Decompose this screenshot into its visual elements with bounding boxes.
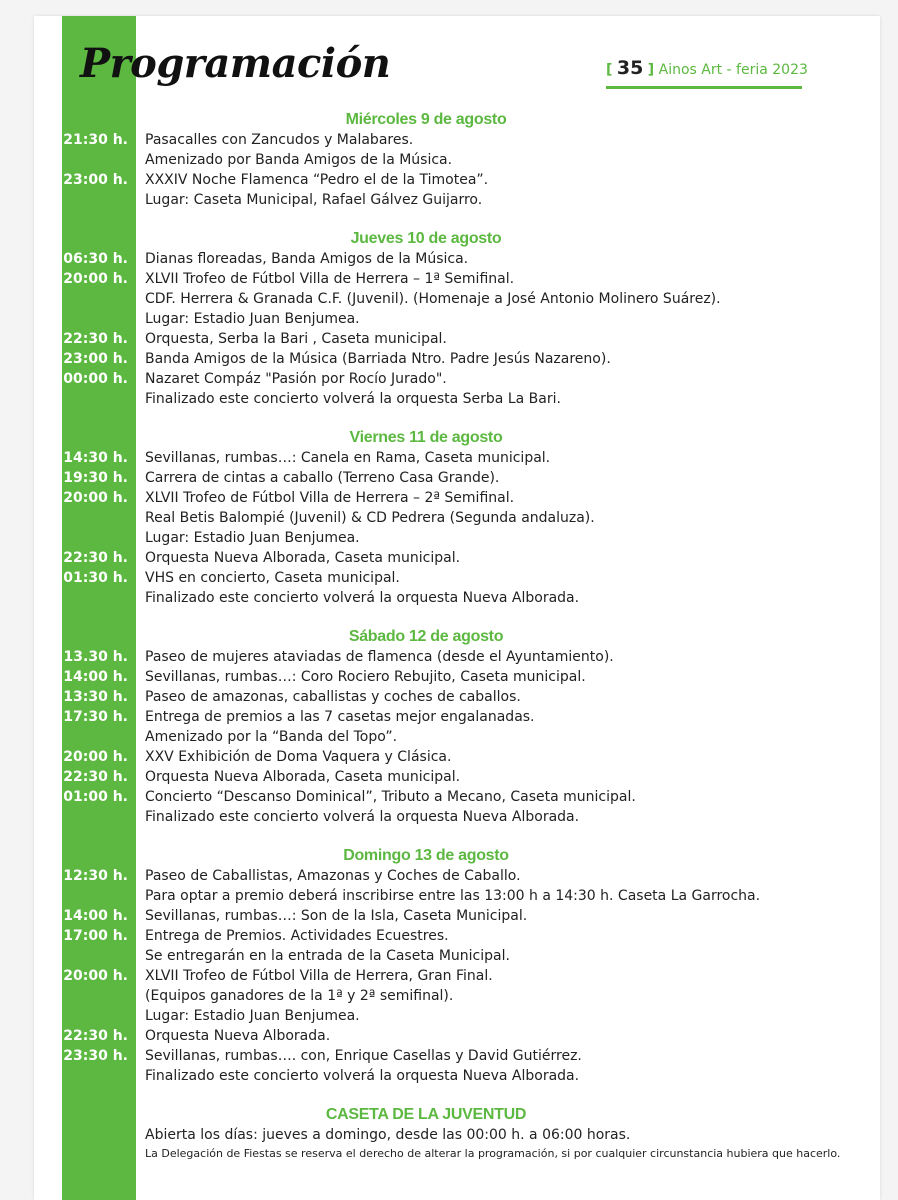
event-row <box>62 1066 862 1086</box>
event-description: XXV Exhibición de Doma Vaquera y Clásica. <box>145 749 452 765</box>
event-description: Entrega de premios a las 7 casetas mejor engalanadas. <box>145 709 535 725</box>
event-time <box>62 150 128 170</box>
event-row <box>62 687 862 707</box>
publication-subtitle: Ainos Art - feria 2023 <box>658 62 808 78</box>
day-heading: Jueves 10 de agosto <box>350 230 502 247</box>
event-time: 22:30 h. <box>63 769 128 785</box>
event-description: Concierto “Descanso Dominical”, Tributo a Mecano, Caseta municipal. <box>145 789 636 805</box>
event-time <box>62 309 128 329</box>
event-row <box>62 249 862 269</box>
event-time: 22:30 h. <box>63 1028 128 1044</box>
schedule <box>62 110 862 1163</box>
event-time: 13.30 h. <box>63 649 128 665</box>
event-row <box>62 1125 862 1145</box>
event-row <box>62 986 862 1006</box>
bracket-open: [ <box>606 62 613 78</box>
event-time: 00:00 h. <box>63 371 128 387</box>
event-row <box>62 528 862 548</box>
event-time <box>62 986 128 1006</box>
event-row <box>62 787 862 807</box>
event-time <box>62 946 128 966</box>
event-description: Sevillanas, rumbas…: Son de la Isla, Caseta Municipal. <box>145 908 528 924</box>
event-row <box>62 667 862 687</box>
event-row <box>62 468 862 488</box>
event-time: 20:00 h. <box>63 271 128 287</box>
event-row <box>62 747 862 767</box>
event-description: Lugar: Estadio Juan Benjumea. <box>145 311 360 327</box>
event-description: Sevillanas, rumbas…. con, Enrique Casellas y David Gutiérrez. <box>145 1048 582 1064</box>
event-time <box>62 1066 128 1086</box>
event-description: Paseo de mujeres ataviadas de flamenca (desde el Ayuntamiento). <box>145 649 614 665</box>
event-row <box>62 170 862 190</box>
event-description: Dianas floreadas, Banda Amigos de la Música. <box>145 251 469 267</box>
event-time <box>62 289 128 309</box>
event-row <box>62 866 862 886</box>
event-description: Orquesta Nueva Alborada, Caseta municipal. <box>145 769 461 785</box>
event-time: 14:00 h. <box>63 908 128 924</box>
event-row <box>62 886 862 906</box>
event-time: 01:30 h. <box>63 570 128 586</box>
event-time: 23:00 h. <box>63 351 128 367</box>
event-row <box>62 508 862 528</box>
event-row <box>62 130 862 150</box>
event-row <box>62 1006 862 1026</box>
event-row <box>62 309 862 329</box>
day-section <box>62 110 862 210</box>
event-description: XLVII Trofeo de Fútbol Villa de Herrera – 1ª Semifinal. <box>145 271 515 287</box>
event-description: Orquesta Nueva Alborada, Caseta municipal. <box>145 550 461 566</box>
event-time <box>62 528 128 548</box>
day-heading: Sábado 12 de agosto <box>348 628 504 645</box>
page-header-info <box>606 57 808 89</box>
event-row <box>62 807 862 827</box>
page-title: Programación <box>80 40 391 87</box>
event-row <box>62 727 862 747</box>
event-description: Abierta los días: jueves a domingo, desde las 00:00 h. a 06:00 horas. <box>145 1127 631 1143</box>
event-description: Sevillanas, rumbas…: Coro Rociero Rebujito, Caseta municipal. <box>145 669 586 685</box>
event-row <box>62 349 862 369</box>
event-description: Finalizado este concierto volverá la orquesta Nueva Alborada. <box>145 1068 580 1084</box>
event-row <box>62 707 862 727</box>
event-time <box>62 190 128 210</box>
event-description: XLVII Trofeo de Fútbol Villa de Herrera – 2ª Semifinal. <box>145 490 515 506</box>
day-section <box>62 1105 862 1163</box>
event-description: Finalizado este concierto volverá la orquesta Nueva Alborada. <box>145 590 580 606</box>
day-heading: Miércoles 9 de agosto <box>345 111 507 128</box>
event-time: 12:30 h. <box>63 868 128 884</box>
event-row <box>62 647 862 667</box>
event-description: Amenizado por Banda Amigos de la Música. <box>145 152 453 168</box>
event-description: Entrega de Premios. Actividades Ecuestres. <box>145 928 449 944</box>
event-row <box>62 329 862 349</box>
event-row <box>62 389 862 409</box>
event-description: Finalizado este concierto volverá la orquesta Nueva Alborada. <box>145 809 580 825</box>
event-row <box>62 926 862 946</box>
event-description: XXXIV Noche Flamenca “Pedro el de la Timotea”. <box>145 172 489 188</box>
event-row <box>62 548 862 568</box>
day-heading: Viernes 11 de agosto <box>349 429 503 446</box>
event-time <box>62 508 128 528</box>
event-time <box>62 727 128 747</box>
event-time: 23:30 h. <box>63 1048 128 1064</box>
event-row <box>62 488 862 508</box>
event-description: Se entregarán en la entrada de la Caseta Municipal. <box>145 948 510 964</box>
event-description: Pasacalles con Zancudos y Malabares. <box>145 132 414 148</box>
event-time <box>62 1006 128 1026</box>
event-time: 17:30 h. <box>63 709 128 725</box>
event-description: Finalizado este concierto volverá la orquesta Serba La Bari. <box>145 391 561 407</box>
event-description: Lugar: Estadio Juan Benjumea. <box>145 530 360 546</box>
event-description: Carrera de cintas a caballo (Terreno Casa Grande). <box>145 470 500 486</box>
event-description: Lugar: Caseta Municipal, Rafael Gálvez Guijarro. <box>145 192 483 208</box>
disclaimer-note <box>62 1145 862 1163</box>
event-time <box>62 389 128 409</box>
event-time: 06:30 h. <box>63 251 128 267</box>
day-heading: Domingo 13 de agosto <box>343 847 509 864</box>
event-row <box>62 269 862 289</box>
event-description: Paseo de amazonas, caballistas y coches de caballos. <box>145 689 521 705</box>
event-time: 20:00 h. <box>63 968 128 984</box>
event-description: Real Betis Balompié (Juvenil) & CD Pedrera (Segunda andaluza). <box>145 510 595 526</box>
event-time: 17:00 h. <box>63 928 128 944</box>
event-description: Nazaret Compáz "Pasión por Rocío Jurado". <box>145 371 447 387</box>
event-time: 13:30 h. <box>63 689 128 705</box>
event-row <box>62 946 862 966</box>
event-description: Amenizado por la “Banda del Topo”. <box>145 729 398 745</box>
event-description: Paseo de Caballistas, Amazonas y Coches de Caballo. <box>145 868 521 884</box>
event-time <box>62 1145 128 1163</box>
event-time: 19:30 h. <box>63 470 128 486</box>
event-description: (Equipos ganadores de la 1ª y 2ª semifinal). <box>145 988 454 1004</box>
event-row <box>62 588 862 608</box>
bracket-close: ] <box>647 62 655 78</box>
event-row <box>62 966 862 986</box>
event-description: Orquesta Nueva Alborada. <box>145 1028 331 1044</box>
event-time: 01:00 h. <box>63 789 128 805</box>
event-time: 14:00 h. <box>63 669 128 685</box>
event-row <box>62 190 862 210</box>
event-time: 20:00 h. <box>63 749 128 765</box>
event-time: 14:30 h. <box>63 450 128 466</box>
event-time <box>62 886 128 906</box>
event-description: Orquesta, Serba la Bari , Caseta municipal. <box>145 331 447 347</box>
event-time <box>62 807 128 827</box>
event-time: 21:30 h. <box>63 132 128 148</box>
event-description: Lugar: Estadio Juan Benjumea. <box>145 1008 360 1024</box>
day-section <box>62 428 862 608</box>
event-row <box>62 767 862 787</box>
day-section <box>62 627 862 827</box>
event-description: CDF. Herrera & Granada C.F. (Juvenil). (Homenaje a José Antonio Molinero Suárez). <box>145 291 721 307</box>
page-number: 35 <box>616 57 644 79</box>
event-time: 20:00 h. <box>63 490 128 506</box>
event-time: 22:30 h. <box>63 550 128 566</box>
event-time <box>62 1125 128 1145</box>
event-description: Banda Amigos de la Música (Barriada Ntro. Padre Jesús Nazareno). <box>145 351 611 367</box>
event-time: 23:00 h. <box>63 172 128 188</box>
event-description: XLVII Trofeo de Fútbol Villa de Herrera, Gran Final. <box>145 968 493 984</box>
day-section <box>62 846 862 1086</box>
event-time <box>62 588 128 608</box>
event-row <box>62 906 862 926</box>
event-row <box>62 1026 862 1046</box>
event-row <box>62 289 862 309</box>
event-row <box>62 369 862 389</box>
event-row <box>62 150 862 170</box>
event-description: Sevillanas, rumbas…: Canela en Rama, Caseta municipal. <box>145 450 551 466</box>
day-section <box>62 229 862 409</box>
day-heading: CASETA DE LA JUVENTUD <box>325 1106 527 1123</box>
event-row <box>62 568 862 588</box>
event-description: La Delegación de Fiestas se reserva el derecho de alterar la programación, si por cualquier circunstancia hubiera que hacerlo. <box>145 1147 841 1160</box>
event-description: Para optar a premio deberá inscribirse entre las 13:00 h a 14:30 h. Caseta La Garrocha. <box>145 888 761 904</box>
event-time: 22:30 h. <box>63 331 128 347</box>
event-row <box>62 448 862 468</box>
event-description: VHS en concierto, Caseta municipal. <box>145 570 400 586</box>
event-row <box>62 1046 862 1066</box>
